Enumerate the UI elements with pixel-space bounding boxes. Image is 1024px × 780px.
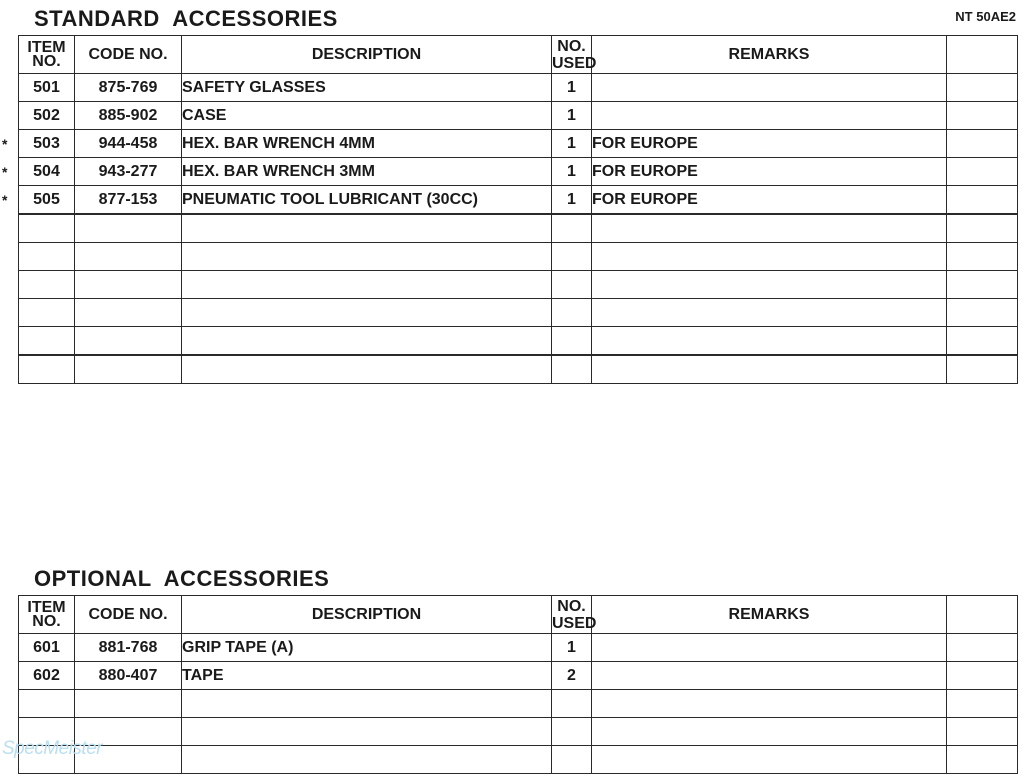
remarks-cell (592, 327, 947, 356)
table-row (19, 634, 1018, 662)
blank-cell (947, 299, 1018, 327)
table-row (19, 299, 1018, 327)
description-cell: TAPE (182, 662, 552, 690)
code-no-cell: 880-407 (75, 662, 182, 690)
description-cell: SAFETY GLASSES (182, 74, 552, 102)
blank-cell (947, 186, 1018, 215)
blank-cell (947, 662, 1018, 690)
remarks-cell (592, 718, 947, 746)
item-no-cell (19, 690, 75, 718)
description-cell: CASE (182, 102, 552, 130)
code-no-cell (75, 214, 182, 243)
description-header: DESCRIPTION (182, 36, 552, 74)
description-cell (182, 299, 552, 327)
description-cell (182, 746, 552, 774)
table-row (19, 214, 1018, 243)
no-used-cell (552, 214, 592, 243)
code-no-cell: 943-277 (75, 158, 182, 186)
table-row (19, 718, 1018, 746)
blank-cell (947, 746, 1018, 774)
item-no-cell: 504 (19, 158, 75, 186)
table-row (19, 690, 1018, 718)
remarks-cell (592, 74, 947, 102)
remarks-cell (592, 746, 947, 774)
remarks-cell (592, 355, 947, 384)
blank-cell (947, 243, 1018, 271)
asterisk-marker: * (2, 192, 8, 208)
item-no-cell (19, 355, 75, 384)
no-used-cell (552, 299, 592, 327)
blank-cell (947, 718, 1018, 746)
no-used-header: NO. USED (552, 37, 597, 72)
description-cell (182, 327, 552, 356)
no-used-cell: 1 (552, 186, 592, 215)
item-no-cell: 602 (19, 662, 75, 690)
remarks-cell (592, 271, 947, 299)
blank-cell (947, 74, 1018, 102)
remarks-header: REMARKS (592, 36, 947, 74)
no-used-cell: 2 (552, 662, 592, 690)
item-no-cell: 503 (19, 130, 75, 158)
remarks-header: REMARKS (592, 596, 947, 634)
code-no-cell: 944-458 (75, 130, 182, 158)
remarks-cell: FOR EUROPE (592, 158, 947, 186)
code-no-cell: 881-768 (75, 634, 182, 662)
code-no-cell (75, 690, 182, 718)
blank-cell (947, 271, 1018, 299)
item-no-header: ITEM NO. (19, 36, 75, 74)
code-no-cell: 877-153 (75, 186, 182, 215)
standard-accessories-table (18, 35, 1018, 384)
no-used-cell: 1 (552, 130, 592, 158)
blank-cell (947, 130, 1018, 158)
no-used-cell (552, 718, 592, 746)
asterisk-marker: * (2, 164, 8, 180)
code-no-cell (75, 355, 182, 384)
no-used-cell: 1 (552, 634, 592, 662)
item-no-cell: 601 (19, 634, 75, 662)
code-no-header: CODE NO. (75, 36, 182, 74)
table-row (19, 327, 1018, 356)
blank-cell (947, 690, 1018, 718)
description-cell: GRIP TAPE (A) (182, 634, 552, 662)
description-header: DESCRIPTION (182, 596, 552, 634)
remarks-cell: FOR EUROPE (592, 186, 947, 215)
item-no-cell (19, 214, 75, 243)
no-used-cell (552, 690, 592, 718)
no-used-cell (552, 746, 592, 774)
item-no-cell (19, 243, 75, 271)
code-no-header: CODE NO. (75, 596, 182, 634)
description-cell (182, 214, 552, 243)
watermark-logo: SpecMeister (2, 738, 103, 759)
no-used-cell (552, 271, 592, 299)
description-cell: HEX. BAR WRENCH 4MM (182, 130, 552, 158)
blank-cell (947, 634, 1018, 662)
no-used-cell: 1 (552, 74, 592, 102)
blank-header (947, 36, 1018, 74)
table-header-row (19, 596, 1018, 634)
blank-cell (947, 102, 1018, 130)
document-code: NT 50AE2 (955, 9, 1016, 24)
blank-cell (947, 214, 1018, 243)
item-no-header: ITEM NO. (19, 596, 75, 634)
table-row (19, 243, 1018, 271)
description-cell (182, 243, 552, 271)
table-row (19, 130, 1018, 158)
remarks-cell: FOR EUROPE (592, 130, 947, 158)
code-no-cell: 875-769 (75, 74, 182, 102)
remarks-cell (592, 214, 947, 243)
code-no-cell (75, 299, 182, 327)
blank-cell (947, 158, 1018, 186)
table-row (19, 158, 1018, 186)
description-cell (182, 690, 552, 718)
item-no-cell: 501 (19, 74, 75, 102)
item-no-cell (19, 271, 75, 299)
item-no-cell: 505 (19, 186, 75, 215)
standard-accessories-title: STANDARD ACCESSORIES (34, 6, 338, 31)
no-used-cell (552, 355, 592, 384)
table-row (19, 74, 1018, 102)
table-row (19, 102, 1018, 130)
optional-accessories-table (18, 595, 1018, 774)
remarks-cell (592, 690, 947, 718)
blank-cell (947, 327, 1018, 356)
no-used-cell: 1 (552, 102, 592, 130)
description-cell (182, 355, 552, 384)
description-cell (182, 718, 552, 746)
remarks-cell (592, 102, 947, 130)
no-used-cell (552, 327, 592, 356)
item-no-cell (19, 299, 75, 327)
code-no-cell: 885-902 (75, 102, 182, 130)
table-row (19, 746, 1018, 774)
asterisk-marker: * (2, 136, 8, 152)
table-header-row (19, 36, 1018, 74)
remarks-cell (592, 243, 947, 271)
blank-cell (947, 355, 1018, 384)
no-used-cell (552, 243, 592, 271)
remarks-cell (592, 662, 947, 690)
remarks-cell (592, 299, 947, 327)
description-cell (182, 271, 552, 299)
description-cell: PNEUMATIC TOOL LUBRICANT (30CC) (182, 186, 552, 215)
blank-header (947, 596, 1018, 634)
table-row (19, 662, 1018, 690)
item-no-cell: 502 (19, 102, 75, 130)
description-cell: HEX. BAR WRENCH 3MM (182, 158, 552, 186)
remarks-cell (592, 634, 947, 662)
table-row (19, 271, 1018, 299)
no-used-header: NO. USED (552, 597, 597, 632)
code-no-cell (75, 271, 182, 299)
code-no-cell (75, 327, 182, 356)
table-row (19, 186, 1018, 215)
optional-accessories-title: OPTIONAL ACCESSORIES (34, 566, 330, 591)
code-no-cell (75, 243, 182, 271)
table-row (19, 355, 1018, 384)
no-used-cell: 1 (552, 158, 592, 186)
item-no-cell (19, 327, 75, 356)
